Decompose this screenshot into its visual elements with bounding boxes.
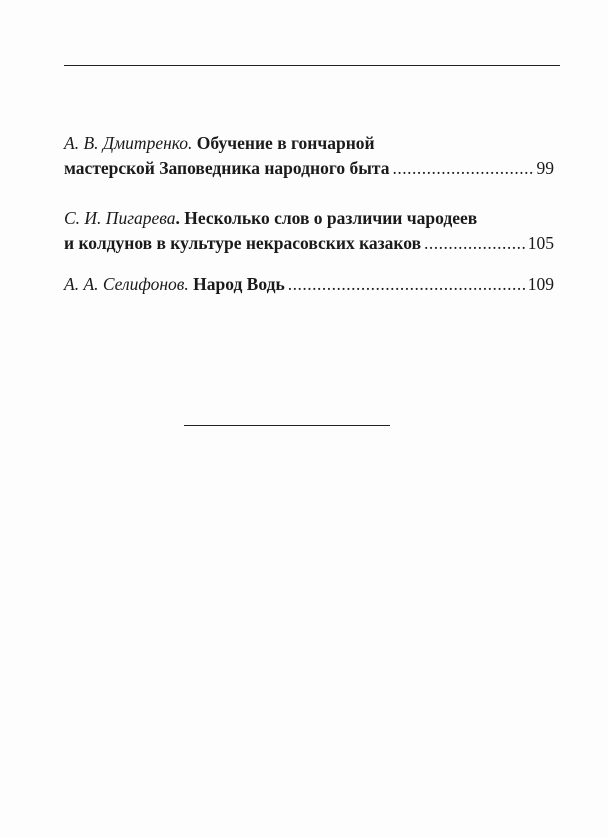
toc-title: и колдунов в культуре некрасовских казаков: [64, 233, 422, 253]
toc-title: . Несколько слов о различии чародеев: [175, 208, 478, 228]
toc-author: А. А. Селифонов.: [64, 274, 189, 294]
toc-entry[interactable]: [64, 272, 554, 297]
toc-author: С. И. Пигарева: [64, 208, 176, 228]
toc-entry-line: [64, 131, 554, 156]
bottom-divider: [184, 425, 390, 426]
toc-entry-line: [64, 231, 554, 256]
toc-page-number: 99: [536, 158, 554, 178]
toc-entry[interactable]: [64, 131, 554, 181]
dot-leader: [288, 272, 525, 297]
dot-leader: [392, 156, 533, 181]
top-divider: [64, 65, 560, 66]
toc-entry-line: [64, 206, 554, 231]
toc-page-number: 105: [527, 233, 554, 253]
toc-entry[interactable]: [64, 206, 554, 256]
toc-author: А. В. Дмитренко.: [64, 133, 193, 153]
toc-entry-line: [64, 272, 554, 297]
toc-title: мастерской Заповедника народного быта: [64, 158, 390, 178]
toc-title: Народ Водь: [193, 274, 285, 294]
toc-page-number: 109: [527, 274, 554, 294]
toc-title: Обучение в гончарной: [196, 133, 375, 153]
dot-leader: [424, 231, 525, 256]
toc-entry-line: [64, 156, 554, 181]
